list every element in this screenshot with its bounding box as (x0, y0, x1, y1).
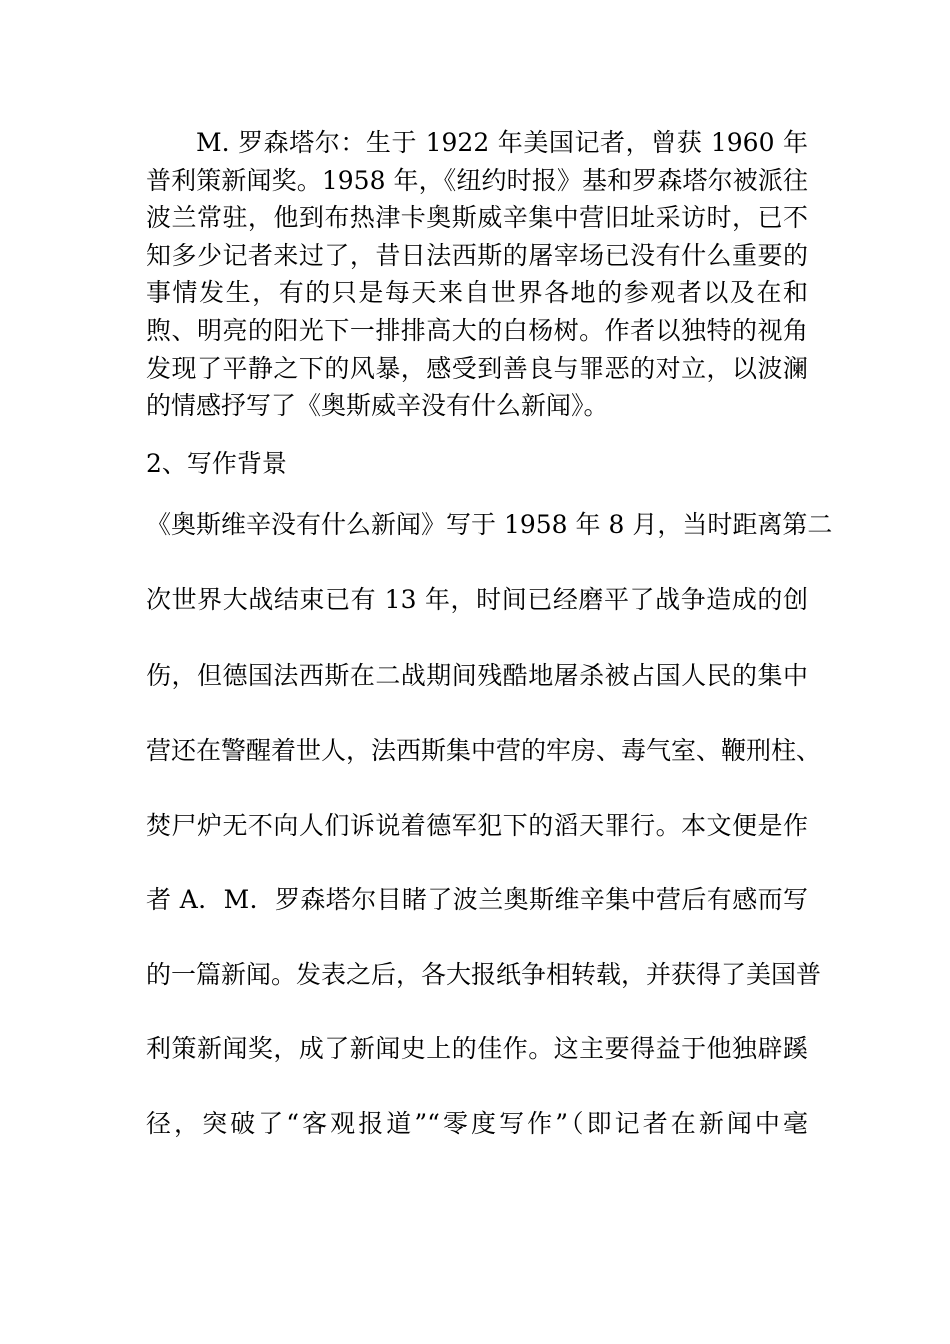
background-line: 《奥斯维辛没有什么新闻》写于 1958 年 8 月，当时距离第二 (146, 510, 833, 539)
background-line: 利策新闻奖，成了新闻史上的佳作。这主要得益于他独辟蹊 (146, 1034, 808, 1063)
intro-paragraph: M. 罗森塔尔：生于 1922 年美国记者，曾获 1960 年普利策新闻奖。1958 年，《纽约时报》基和罗森塔尔被派往波兰常驻，他到布热津卡奥斯威辛集中营旧址采访时，已不知多少记者来过了，昔日法西斯的屠宰场已没有什么重要的事情发生，有的只是每天来自世界各地的参观者以及在和煦、明亮的阳光下一排排高大的白杨树。作者以独特的视角发现了平静之下的风暴，感受到善良与罪恶的对立，以波澜的情感抒写了《奥斯威辛没有什么新闻》。 (146, 128, 808, 421)
background-line: 径，突破了“客观报道”“零度写作”（即记者在新闻中毫 (146, 1109, 808, 1138)
background-line: 的一篇新闻。发表之后，各大报纸争相转载，并获得了美国普 (146, 960, 822, 989)
background-line: 伤，但德国法西斯在二战期间残酷地屠杀被占国人民的集中 (146, 661, 808, 690)
background-line: 焚尸炉无不向人们诉说着德军犯下的滔天罪行。本文便是作 (146, 811, 808, 840)
section-heading: 2、写作背景 (146, 449, 287, 478)
background-line: 营还在警醒着世人，法西斯集中营的牢房、毒气室、鞭刑柱、 (146, 736, 822, 765)
background-line: 者 A．M．罗森塔尔目睹了波兰奥斯维辛集中营后有感而写 (146, 885, 808, 914)
background-line: 次世界大战结束已有 13 年，时间已经磨平了战争造成的创 (146, 585, 808, 614)
